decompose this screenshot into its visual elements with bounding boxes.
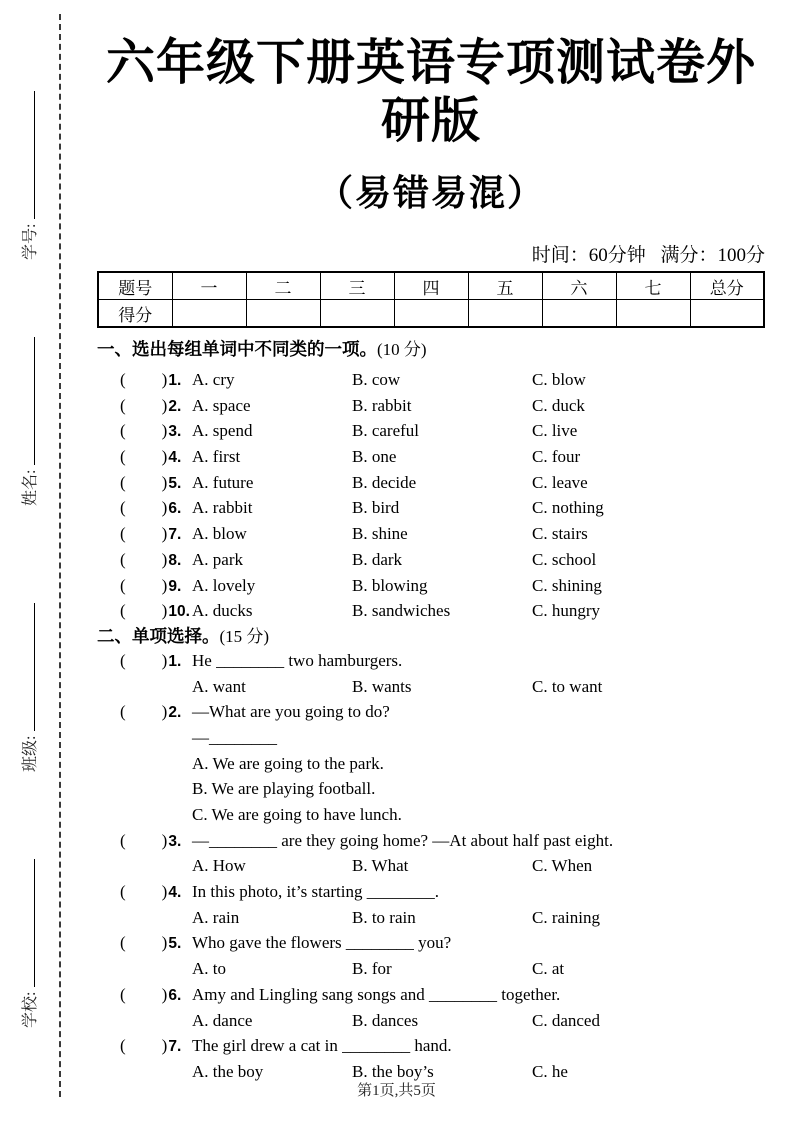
section1-questions [97,367,765,624]
options-row [97,1008,765,1034]
option-c: C. to want [532,676,603,696]
option-a: A. cry [192,370,235,389]
option-c: C. leave [532,472,588,492]
option-c: C. shining [532,575,602,595]
option-b: B. blowing [352,575,428,595]
option-b: B. rabbit [352,395,412,415]
score-table [97,271,765,328]
option-c: C. at [532,959,565,979]
question-stem: In this photo, it’s starting ________. [192,882,439,902]
option-c: C. stairs [532,524,588,544]
exam-full-score: 满分：100分 [660,245,765,266]
answer-bracket: ( )4. [120,882,182,902]
name-label: 姓名: [22,469,39,506]
option-c: C. blow [532,370,586,389]
score-table-cell: 六 [542,272,616,300]
question-number: 1. [168,652,182,670]
sidebar-field-name [20,337,41,506]
option-c: C. When [532,856,593,876]
answer-bracket: ( )2. [120,395,182,415]
class-label: 班级: [22,735,39,772]
option-c: C. danced [532,1010,600,1030]
sidebar-field-student-id [20,91,41,260]
option-c: C. live [532,421,578,441]
question-row [97,982,765,1008]
score-empty-cell [468,300,542,328]
section1-heading-text: 一、选出每组单词中不同类的一项。 [97,339,377,359]
question-number: 7. [168,1038,182,1056]
options-row [97,674,765,700]
question-row [97,470,765,496]
answer-bracket: ( )3. [120,421,182,441]
question-number: 6. [168,986,182,1004]
sidebar-field-school [20,859,41,1028]
score-table-cell: 题号 [98,272,172,300]
question-stem: Amy and Lingling sang songs and ________ together. [192,984,561,1004]
question-stem: —What are you going to do? [192,702,390,722]
answer-bracket: ( )2. [120,702,182,722]
score-empty-cell [690,300,764,328]
score-empty-cell [172,300,246,328]
option-b: B. decide [352,472,417,492]
option-b: B. shine [352,524,408,544]
question-number: 7. [168,526,182,544]
option-b: B. dark [352,549,403,569]
page-subtitle: （易错易混） [316,173,545,213]
school-blank-line [20,859,35,987]
options-row [97,853,765,879]
question-row [97,573,765,599]
option-a: A. future [192,472,254,492]
section2-questions [97,648,765,1085]
question-row [97,521,765,547]
question-row [97,930,765,956]
question-number: 5. [168,474,182,492]
exam-time: 时间：60分钟 [531,245,646,266]
option-a: A. How [192,856,246,876]
question-row [97,495,765,521]
option-a: A. want [192,676,246,696]
question-row [97,828,765,854]
question-row [97,1033,765,1059]
option-b: B. sandwiches [352,601,451,621]
answer-bracket: ( )9. [120,575,182,595]
question-row [97,393,765,419]
answer-bracket: ( )3. [120,830,182,850]
option-c: C. he [532,1061,568,1081]
stacked-option-row [97,802,765,828]
option-b: B. bird [352,498,400,518]
option-b: B. What [352,856,409,876]
option-b: B. cow [352,370,401,389]
option-c: C. nothing [532,498,604,518]
question-row [97,444,765,470]
answer-bracket: ( )1. [120,370,182,389]
question-row [97,418,765,444]
option-c: C. raining [532,907,600,927]
option-c: C. school [532,549,597,569]
question-number: 5. [168,935,182,953]
question-number: 10. [168,603,190,621]
question-number: 4. [168,884,182,902]
question-number: 9. [168,577,182,595]
section1-points: (10 分) [377,340,427,359]
score-empty-cell [394,300,468,328]
score-table-cell: 三 [320,272,394,300]
question-stem: Who gave the flowers ________ you? [192,933,452,953]
score-empty-cell [320,300,394,328]
option-b: B. for [352,959,392,979]
question-number: 2. [168,397,182,415]
question-stem: The girl drew a cat in ________ hand. [192,1036,452,1056]
option-a: A. rain [192,907,240,927]
score-table-cell: 四 [394,272,468,300]
section2-heading-text: 二、单项选择。 [97,625,220,646]
option-a: A. to [192,959,226,979]
option-b: B. dances [352,1010,419,1030]
option-a: A. first [192,447,241,467]
stacked-option-row [97,751,765,777]
question-row [97,648,765,674]
sidebar-field-class [20,603,41,772]
score-table-cell: 二 [246,272,320,300]
question-row [97,879,765,905]
binding-dashed-line [59,14,61,1097]
question-number: 1. [168,372,182,389]
option-b: B. one [352,447,397,467]
option-a: A. dance [192,1010,253,1030]
section2-heading [97,626,765,647]
score-empty-cell [542,300,616,328]
option-c: C. hungry [532,601,600,621]
option-b: B. wants [352,676,412,696]
option-a: A. rabbit [192,498,253,518]
student-id-label: 学号: [22,223,39,260]
option-c: C. We are going to have lunch. [192,805,402,824]
option-b: B. the boy’s [352,1061,434,1081]
option-a: A. spend [192,421,253,441]
section2-points: (15 分) [219,626,270,646]
answer-bracket: ( )4. [120,447,182,467]
answer-bracket: ( )5. [120,472,182,492]
answer-bracket: ( )10. [120,601,190,621]
answer-bracket: ( )7. [120,1036,182,1056]
answer-bracket: ( )6. [120,984,182,1004]
stacked-option-row [97,776,765,802]
score-table-cell: 五 [468,272,542,300]
question-row [97,547,765,573]
score-empty-cell [246,300,320,328]
option-a: A. We are going to the park. [192,753,384,773]
option-b: B. careful [352,421,420,441]
option-a: A. blow [192,524,247,544]
class-blank-line [20,603,35,731]
question-stem: He ________ two hamburgers. [192,650,403,670]
answer-bracket: ( )5. [120,933,182,953]
school-label: 学校: [22,991,39,1028]
question-number: 6. [168,500,182,518]
score-label-cell: 得分 [98,300,172,328]
question-row [97,367,765,393]
options-row [97,956,765,982]
option-c: C. duck [532,395,585,415]
option-a: A. ducks [192,601,253,621]
answer-bracket: ( )1. [120,650,182,670]
score-table-cell: 七 [616,272,690,300]
option-a: A. space [192,395,251,415]
option-a: A. park [192,549,243,569]
option-a: A. lovely [192,575,256,595]
question-number: 8. [168,551,182,569]
question-number: 2. [168,704,182,722]
question-number: 4. [168,449,182,467]
answer-bracket: ( )7. [120,524,182,544]
score-empty-cell [616,300,690,328]
score-table-cell: 总分 [690,272,764,300]
option-c: C. four [532,447,581,467]
page-title: 六年级下册英语专项测试卷外研版 [105,35,756,148]
option-a: A. the boy [192,1061,264,1081]
options-row [97,905,765,931]
score-table-header-row [98,272,764,300]
question-row [97,598,765,624]
answer-bracket: ( )6. [120,498,182,518]
question-number: 3. [168,423,182,441]
answer-bracket: ( )8. [120,549,182,569]
question-row [97,699,765,725]
score-table-cell: 一 [172,272,246,300]
option-b: B. We are playing football. [192,779,376,799]
option-b: B. to rain [352,907,416,927]
exam-meta [97,244,765,268]
page-footer: 第1页,共5页 [357,1083,436,1099]
question-stem: —________ are they going home? —At about half past eight. [192,830,614,850]
section1-heading [97,339,765,360]
question-stem-line2 [97,725,765,751]
question-stem-blank: —________ [192,727,277,747]
name-blank-line [20,337,35,465]
score-table-score-row [98,300,764,328]
question-number: 3. [168,832,182,850]
student-id-blank-line [20,91,35,219]
paper-main-column [97,0,765,1085]
